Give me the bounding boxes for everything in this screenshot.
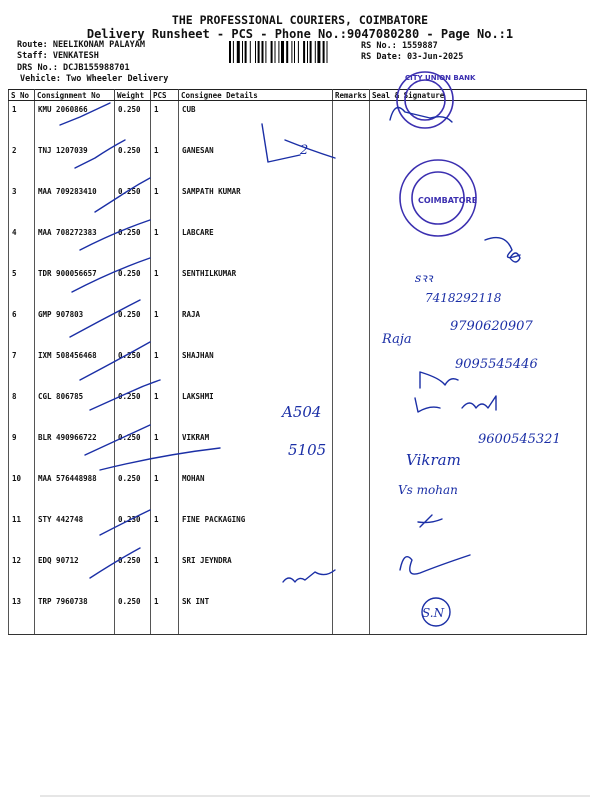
barcode-bar	[250, 41, 251, 63]
table-row	[9, 142, 587, 183]
barcode-bar	[281, 41, 284, 63]
cell-pcs: 1	[151, 429, 179, 470]
cell-pcs: 1	[151, 142, 179, 183]
cell-weight: 0.250	[115, 388, 151, 429]
runsheet-table	[8, 89, 587, 635]
cell-pcs: 1	[151, 388, 179, 429]
cell-sno: 11	[9, 511, 35, 552]
cell-sno: 6	[9, 306, 35, 347]
cell-consignment: GMP 907803	[35, 306, 115, 347]
rs-number: RS No.: 1559887	[361, 41, 438, 51]
table-row	[9, 306, 587, 347]
remark-8: A504	[282, 403, 322, 421]
cell-signature	[370, 183, 587, 224]
cell-pcs: 1	[151, 593, 179, 635]
barcode-bar	[298, 41, 299, 63]
barcode-bar	[323, 41, 325, 63]
cell-signature	[370, 511, 587, 552]
cell-consignee: RAJA	[179, 306, 333, 347]
cell-sno: 8	[9, 388, 35, 429]
cell-consignment: CGL 806785	[35, 388, 115, 429]
cell-weight: 0.250	[115, 265, 151, 306]
table-row	[9, 511, 587, 552]
cell-consignment: MAA 708272383	[35, 224, 115, 265]
cell-weight: 0.250	[115, 306, 151, 347]
cell-consignment: TNJ 1207039	[35, 142, 115, 183]
route-label: Route: NEELIKONAM PALAYAM	[17, 40, 145, 50]
cell-weight: 0.250	[115, 101, 151, 143]
drs-number: DRS No.: DCJB155988701	[17, 63, 130, 73]
cell-sno: 7	[9, 347, 35, 388]
cell-consignee: FINE PACKAGING	[179, 511, 333, 552]
cell-consignment: EDQ 90712	[35, 552, 115, 593]
remark-9: 5105	[288, 441, 327, 459]
cell-signature	[370, 101, 587, 143]
signature-5: ꜱꝛꝛ	[415, 271, 433, 285]
cell-signature	[370, 265, 587, 306]
cell-remarks	[333, 429, 370, 470]
barcode-bar	[291, 41, 292, 63]
cell-pcs: 1	[151, 101, 179, 143]
svg-text:CITY UNION BANK: CITY UNION BANK	[405, 74, 476, 82]
cell-remarks	[333, 142, 370, 183]
cell-weight: 0.230	[115, 511, 151, 552]
table-row	[9, 552, 587, 593]
cell-consignment: STY 442748	[35, 511, 115, 552]
cell-consignment: MAA 576448988	[35, 470, 115, 511]
col-pcs: PCS	[151, 90, 179, 101]
cell-sno: 9	[9, 429, 35, 470]
cell-consignee: SENTHILKUMAR	[179, 265, 333, 306]
table-row	[9, 593, 587, 635]
col-sno: S No	[9, 90, 35, 101]
cell-pcs: 1	[151, 265, 179, 306]
cell-weight: 0.250	[115, 142, 151, 183]
phone-7: 9095545446	[455, 357, 538, 372]
name-10: Vs mohan	[398, 483, 458, 497]
company-name: THE PROFESSIONAL COURIERS, COIMBATORE	[171, 13, 429, 27]
barcode-bar	[271, 41, 273, 63]
cell-consignment: TDR 900056657	[35, 265, 115, 306]
cell-signature	[370, 224, 587, 265]
cell-remarks	[333, 183, 370, 224]
cell-signature	[370, 347, 587, 388]
table-row	[9, 429, 587, 470]
cell-pcs: 1	[151, 347, 179, 388]
cell-signature	[370, 306, 587, 347]
cell-consignment: IXM 508456468	[35, 347, 115, 388]
cell-weight: 0.250	[115, 347, 151, 388]
cell-sno: 13	[9, 593, 35, 635]
cell-remarks	[333, 347, 370, 388]
cell-remarks	[333, 388, 370, 429]
cell-signature	[370, 593, 587, 635]
cell-consignee: SRI JEYNDRA	[179, 552, 333, 593]
barcode-bar	[303, 41, 305, 63]
name-6: Raja	[382, 332, 412, 347]
cell-sno: 1	[9, 101, 35, 143]
barcode-icon	[229, 41, 357, 63]
cell-weight: 0.250	[115, 183, 151, 224]
barcode-bar	[237, 41, 240, 63]
cell-remarks	[333, 224, 370, 265]
cell-consignee: MOHAN	[179, 470, 333, 511]
phone-6: 9790620907	[450, 319, 533, 334]
col-consignment: Consignment No	[35, 90, 115, 101]
barcode-bar	[258, 41, 260, 63]
cell-remarks	[333, 552, 370, 593]
name-9: Vikram	[406, 451, 461, 469]
cell-sno: 3	[9, 183, 35, 224]
barcode-bar	[262, 41, 264, 63]
cell-sno: 5	[9, 265, 35, 306]
cell-pcs: 1	[151, 470, 179, 511]
cell-signature	[370, 552, 587, 593]
cell-signature	[370, 429, 587, 470]
cell-remarks	[333, 101, 370, 143]
cell-consignee: SAMPATH KUMAR	[179, 183, 333, 224]
cell-remarks	[333, 470, 370, 511]
cell-consignment: MAA 709283410	[35, 183, 115, 224]
cell-signature	[370, 388, 587, 429]
cell-consignee: LAKSHMI	[179, 388, 333, 429]
table-row	[9, 470, 587, 511]
cell-consignee: SHAJHAN	[179, 347, 333, 388]
staff-label: Staff: VENKATESH	[17, 51, 99, 61]
rs-date: RS Date: 03-Jun-2025	[361, 52, 464, 62]
cell-remarks	[333, 265, 370, 306]
cell-consignee: LABCARE	[179, 224, 333, 265]
runsheet-subtitle: Delivery Runsheet - PCS - Phone No.:9047080280 - Page No.:1	[86, 27, 514, 41]
table-row	[9, 388, 587, 429]
barcode-bar	[245, 41, 247, 63]
cell-consignee: VIKRAM	[179, 429, 333, 470]
cell-consignment: TRP 7960738	[35, 593, 115, 635]
cell-signature	[370, 142, 587, 183]
table-row	[9, 347, 587, 388]
barcode-bar	[286, 41, 288, 63]
cell-sno: 4	[9, 224, 35, 265]
cell-pcs: 1	[151, 306, 179, 347]
cell-sno: 12	[9, 552, 35, 593]
cell-sno: 2	[9, 142, 35, 183]
barcode-bar	[265, 41, 266, 63]
cell-pcs: 1	[151, 183, 179, 224]
cell-weight: 0.250	[115, 470, 151, 511]
barcode-bar	[327, 41, 328, 63]
barcode-bar	[294, 41, 295, 63]
table-header	[9, 90, 587, 101]
phone-5: 7418292118	[425, 291, 502, 305]
cell-remarks	[333, 593, 370, 635]
cell-sno: 10	[9, 470, 35, 511]
cell-consignee: CUB	[179, 101, 333, 143]
cell-pcs: 1	[151, 552, 179, 593]
barcode-bar	[275, 41, 276, 63]
barcode-bar	[315, 41, 316, 63]
cell-weight: 0.250	[115, 552, 151, 593]
table-row	[9, 224, 587, 265]
barcode-bar	[317, 41, 320, 63]
cell-weight: 0.250	[115, 593, 151, 635]
barcode-bar	[233, 41, 234, 63]
col-consignee: Consignee Details	[179, 90, 333, 101]
table-row	[9, 183, 587, 224]
remark-2: 2	[300, 143, 309, 158]
col-weight: Weight	[115, 90, 151, 101]
svg-text:COIMBATORE: COIMBATORE	[418, 196, 478, 205]
barcode-bar	[310, 41, 312, 63]
cell-remarks	[333, 511, 370, 552]
cell-weight: 0.250	[115, 429, 151, 470]
barcode-bar	[307, 41, 308, 63]
cell-consignee: GANESAN	[179, 142, 333, 183]
cell-signature	[370, 470, 587, 511]
barcode-bar	[278, 41, 279, 63]
barcode-bar	[255, 41, 256, 63]
cell-pcs: 1	[151, 511, 179, 552]
cell-weight: 0.250	[115, 224, 151, 265]
barcode-bar	[229, 41, 231, 63]
barcode-bar	[242, 41, 243, 63]
cell-remarks	[333, 306, 370, 347]
col-remarks: Remarks	[333, 90, 370, 101]
cell-consignment: KMU 2060866	[35, 101, 115, 143]
svg-text:S.N: S.N	[422, 606, 445, 620]
col-signature: Seal & Signature	[370, 90, 587, 101]
phone-9: 9600545321	[478, 432, 561, 447]
table-row	[9, 265, 587, 306]
cell-consignee: SK INT	[179, 593, 333, 635]
table-row	[9, 101, 587, 143]
cell-pcs: 1	[151, 224, 179, 265]
vehicle-label: Vehicle: Two Wheeler Delivery	[20, 74, 169, 84]
cell-consignment: BLR 490966722	[35, 429, 115, 470]
